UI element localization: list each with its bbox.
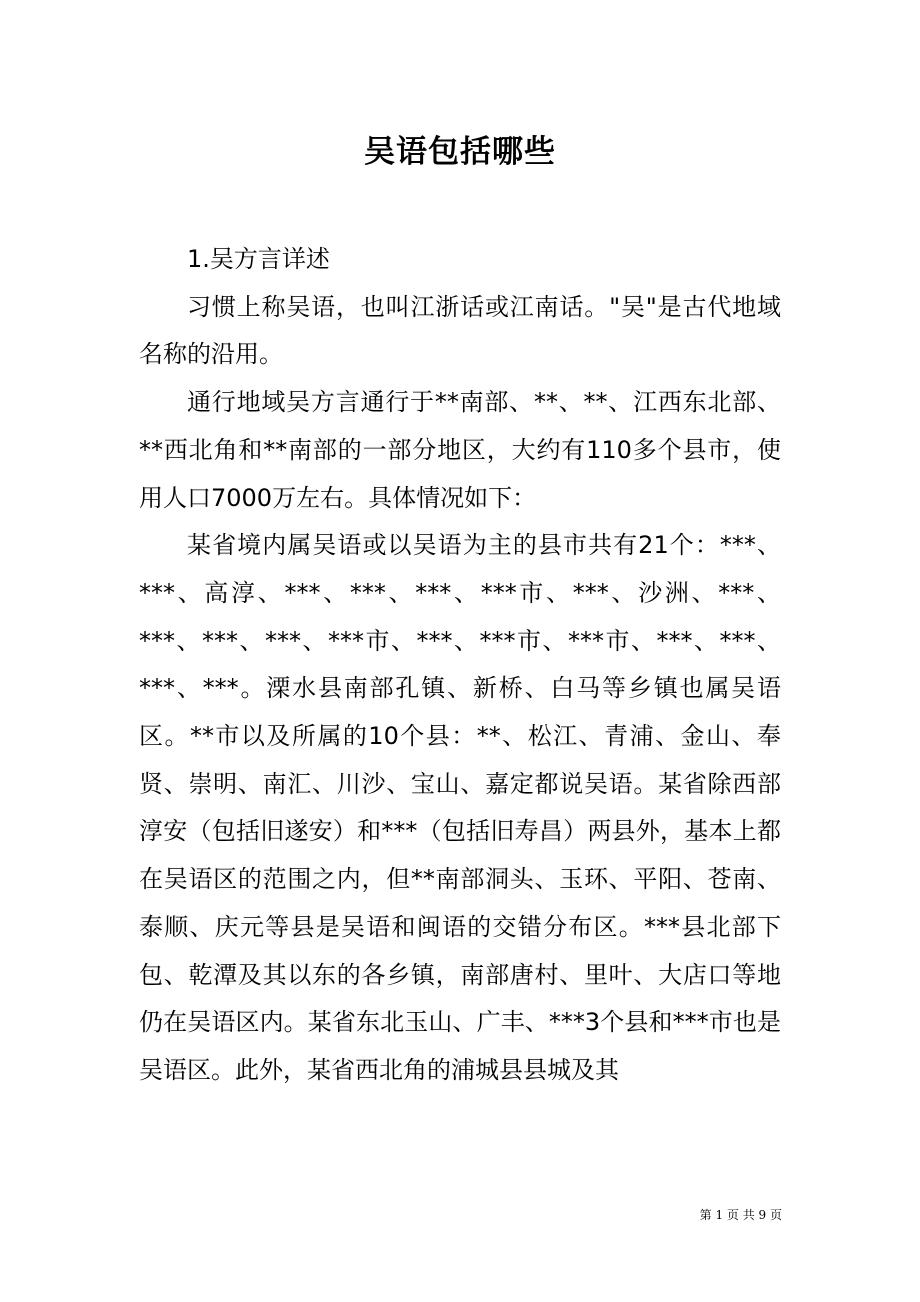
section-heading: 1.吴方言详述 <box>187 245 330 273</box>
page-number: 第 1 页 共 9 页 <box>699 1208 782 1222</box>
document-title: 吴语包括哪些 <box>364 134 556 170</box>
document-body <box>139 236 781 1095</box>
paragraph: 习惯上称吴语，也叫江浙话或江南话。"吴"是古代地域名称的沿用。 <box>139 292 781 369</box>
paragraph: 通行地域吴方言通行于**南部、**、**、江西东北部、**西北角和**南部的一部分地区，大约有110多个县市，使用人口7000万左右。具体情况如下： <box>139 388 781 512</box>
paragraph: 某省境内属吴语或以吴语为主的县市共有21个：***、***、高淳、***、***、***、***市、***、沙洲、***、***、***、***、***市、***、***市、***市、***、***、***、***。溧水县南部孔镇、新桥、白马等乡镇也属吴语区。**市以及所属的10个县：**、松江、青浦、金山、奉贤、崇明、南汇、川沙、宝山、嘉定都说吴语。某省除西部淳安（包括旧遂安）和***（包括旧寿昌）两县外，基本上都在吴语区的范围之内，但**南部洞头、玉环、平阳、苍南、泰顺、庆元等县是吴语和闽语的交错分布区。***县北部下包、乾潭及其以东的各乡镇，南部唐村、里叶、大店口等地仍在吴语区内。某省东北玉山、广丰、***3个县和***市也是吴语区。此外，某省西北角的浦城县县城及其 <box>139 531 781 1084</box>
